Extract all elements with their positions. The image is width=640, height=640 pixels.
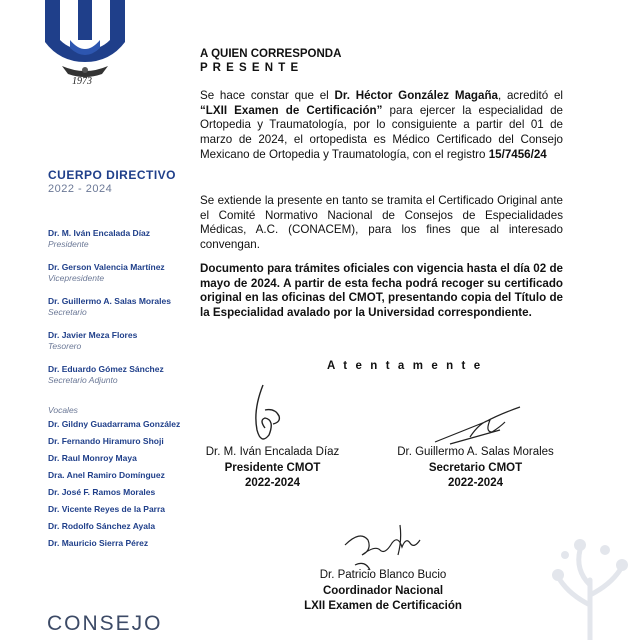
vocal-item: Dr. Vicente Reyes de la Parra [48,504,166,514]
p1-exam-name: “LXII Examen de Certificación” [200,103,383,117]
member-name: Dr. Eduardo Gómez Sánchez [48,364,164,374]
paragraph-1 [200,89,563,163]
vocales-label: Vocales [48,405,78,415]
p1-text-b: , acreditó el [498,89,563,102]
member-role: Vicepresidente [48,273,105,283]
vocal-item: Dr. Gildny Guadarrama González [48,419,181,429]
member-role: Tesorero [48,341,82,351]
signer-title: Secretario CMOT [428,461,523,474]
p1-registration: 15/7456/24 [488,147,547,161]
signature-block-president [190,445,355,492]
member-secretary [48,296,171,318]
member-name: Dr. Gerson Valencia Martínez [48,262,165,272]
signer-name: Dr. Guillermo A. Salas Morales [397,446,554,458]
p1-doctor-name: Dr. Héctor González Magaña [334,89,498,102]
sidebar-footer: CONSEJO [47,612,163,635]
member-vicepresident [48,262,165,284]
member-role: Presidente [48,239,89,249]
sidebar-years: 2022 - 2024 [48,183,113,195]
greeting-line-2: P R E S E N T E [200,62,300,74]
member-name: Dr. Guillermo A. Salas Morales [48,296,171,306]
member-role: Secretario Adjunto [48,375,118,385]
p1-text-a: Se hace constar que el [200,89,335,102]
signer-years: LXII Examen de Certificación [304,600,462,612]
logo-year: 1973 [72,76,92,87]
paragraph-3: Documento para trámites oficiales con vigencia hasta el día 02 de mayo de 2024. A partir de esta fecha podrá recoger su certificado original en las oficinas del CMOT, presentando copia del Título de la Especialidad avalado por la Universidad correspondiente. [200,262,563,320]
p1-text-c: para ejercer la especialidad de Ortopedia y Traumatología, por lo consiguiente a partir del 01 de marzo de 2024, el ortopedista es Médico Certificado del Consejo Mexicano de Ortopedia y Traumatología, con el registro [200,103,563,161]
signer-years: 2022-2024 [448,477,503,489]
greeting-line-1: A QUIEN CORRESPONDA [200,48,342,60]
signature-block-secretary [383,445,568,492]
vocal-item: Dr. Rodolfo Sánchez Ayala [48,521,156,531]
vocal-item: Dra. Anel Ramiro Domínguez [48,470,165,480]
member-treasurer [48,330,137,352]
member-name: Dr. Javier Meza Flores [48,330,138,340]
sidebar-title: CUERPO DIRECTIVO [48,168,177,182]
signer-name: Dr. Patricio Blanco Bucio [319,569,447,581]
vocal-item: Dr. Raul Monroy Maya [48,453,137,463]
vocal-item: Dr. Mauricio Sierra Pérez [48,538,149,548]
signer-title: Coordinador Nacional [322,584,444,597]
closing: A t e n t a m e n t e [327,360,483,372]
member-name: Dr. M. Iván Encalada Díaz [48,228,151,238]
tree-watermark-icon [530,520,640,640]
member-role: Secretario [48,307,87,317]
paragraph-2: Se extiende la presente en tanto se tramita el Certificado Original ante el Comité Normativo Nacional de Consejos de Especialidades Médicas, A.C. (CONACEM), para los fines que al interesado convengan. [200,194,563,252]
signature-blanco-icon [340,515,425,575]
vocal-item: Dr. Fernando Hiramuro Shoji [48,436,164,446]
signer-name: Dr. M. Iván Encalada Díaz [205,446,340,458]
member-president [48,228,150,250]
signer-title: Presidente CMOT [224,461,321,474]
signature-block-coordinator [288,568,478,615]
vocal-item: Dr. José F. Ramos Morales [48,487,156,497]
member-assistant-secretary [48,364,164,386]
signature-encalada-icon [235,380,295,450]
signer-years: 2022-2024 [245,477,300,489]
